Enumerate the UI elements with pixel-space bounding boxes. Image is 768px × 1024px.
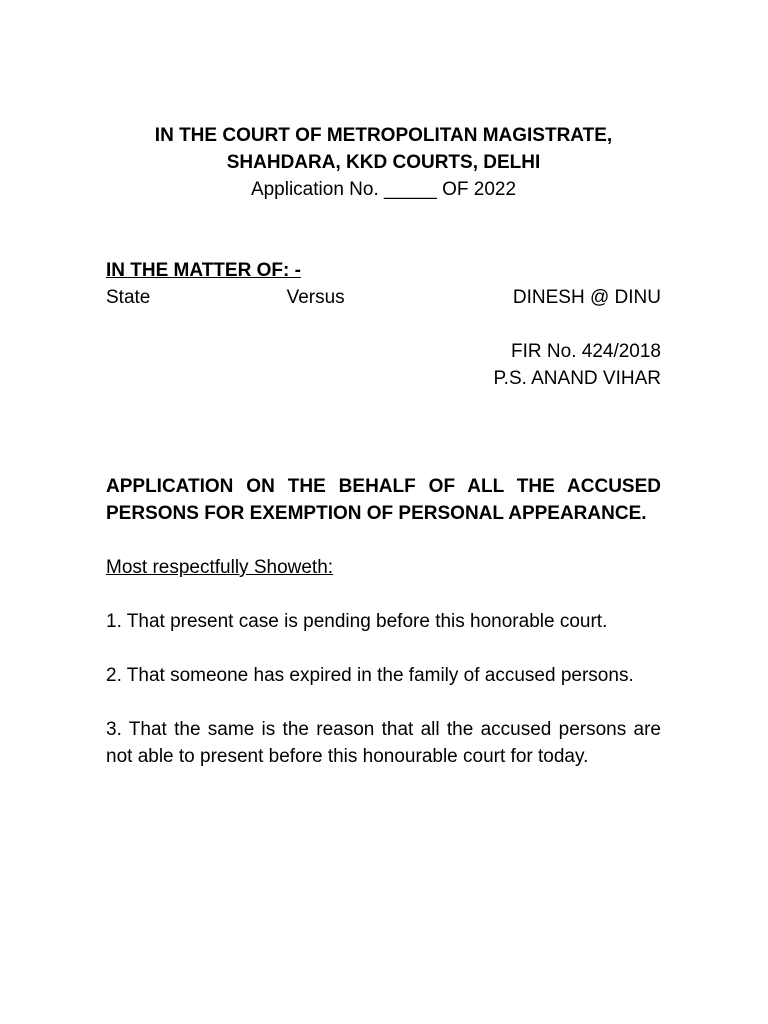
fir-block — [106, 338, 661, 392]
application-heading: APPLICATION ON THE BEHALF OF ALL THE ACCUSED PERSONS FOR EXEMPTION OF PERSONAL APPEARANCE. — [106, 476, 661, 524]
matter-heading: IN THE MATTER OF: - — [106, 260, 301, 281]
spacer — [106, 581, 661, 608]
application-number: Application No. _____ OF 2022 — [250, 179, 517, 200]
salutation: Most respectfully Showeth: — [106, 557, 334, 578]
spacer — [106, 689, 661, 716]
police-station: P.S. ANAND VIHAR — [493, 368, 661, 389]
paragraph-3: 3. That the same is the reason that all the accused persons are not able to present before this honourable court for today. — [106, 719, 661, 767]
fir-number: FIR No. 424/2018 — [511, 341, 661, 362]
paragraph-1: 1. That present case is pending before this honorable court. — [106, 611, 608, 632]
court-title-line-2: SHAHDARA, KKD COURTS, DELHI — [226, 152, 541, 173]
spacer — [106, 203, 661, 257]
spacer — [106, 527, 661, 554]
spacer — [106, 635, 661, 662]
spacer — [106, 392, 661, 473]
paragraph-2: 2. That someone has expired in the family of accused persons. — [106, 665, 634, 686]
court-title-line-1: IN THE COURT OF METROPOLITAN MAGISTRATE, — [154, 125, 613, 146]
party-accused: DINESH @ DINU — [512, 287, 661, 308]
parties-line — [106, 284, 661, 311]
versus-label: Versus — [286, 287, 345, 308]
document-page — [106, 122, 661, 770]
party-state: State — [106, 287, 151, 308]
